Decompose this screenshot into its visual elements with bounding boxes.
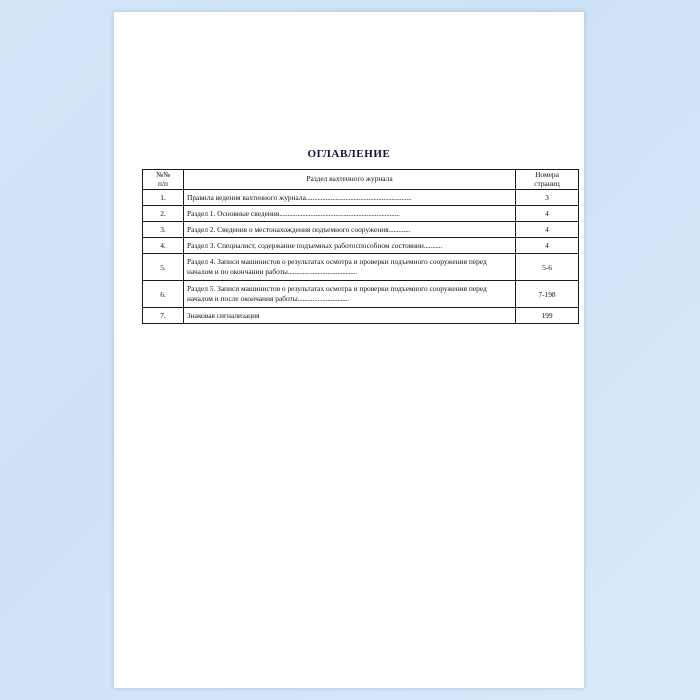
toc-table-header bbox=[143, 170, 579, 190]
table-row bbox=[143, 308, 579, 324]
row-section bbox=[184, 254, 516, 281]
page-title: ОГЛАВЛЕНИЕ bbox=[307, 148, 391, 160]
header-number-line2: п/п bbox=[158, 178, 168, 188]
row-number: 5. bbox=[143, 254, 184, 281]
header-pages-line2: страниц bbox=[534, 178, 560, 188]
header-pages-line1: Номера bbox=[535, 170, 559, 179]
row-number: 6. bbox=[143, 281, 184, 308]
row-number: 2. bbox=[143, 206, 184, 222]
header-cell-number bbox=[143, 170, 184, 190]
table-row bbox=[143, 254, 579, 281]
table-row bbox=[143, 281, 579, 308]
table-row bbox=[143, 222, 579, 238]
row-page: 4 bbox=[516, 206, 579, 222]
row-number: 1. bbox=[143, 190, 184, 206]
row-page: 3 bbox=[516, 190, 579, 206]
table-row bbox=[143, 190, 579, 206]
toc-table-body bbox=[143, 190, 579, 324]
row-section-label: Раздел 2. Сведения о местонахождения подъемного сооружения bbox=[187, 224, 389, 234]
row-section bbox=[184, 281, 516, 308]
row-dots: ......................................................................... bbox=[279, 208, 400, 218]
row-section-text bbox=[187, 225, 512, 235]
row-page: 5-6 bbox=[516, 254, 579, 281]
row-number: 4. bbox=[143, 238, 184, 254]
row-page: 4 bbox=[516, 238, 579, 254]
row-section-label: Раздел 3. Специалист, содержание подъемных работоспособном состоянии bbox=[187, 240, 424, 250]
row-dots: ............................... bbox=[297, 294, 349, 304]
row-dots: ................................................................ bbox=[305, 192, 412, 202]
row-section bbox=[184, 190, 516, 206]
row-section-label: Раздел 1. Основные сведения bbox=[187, 208, 280, 218]
toc-table bbox=[142, 169, 579, 324]
row-dots: ............. bbox=[388, 224, 411, 234]
table-row bbox=[143, 238, 579, 254]
row-number: 3. bbox=[143, 222, 184, 238]
row-section-label: Знаковая сигнализация bbox=[187, 310, 260, 320]
row-section bbox=[184, 206, 516, 222]
row-section-text bbox=[187, 311, 512, 321]
row-page: 199 bbox=[516, 308, 579, 324]
row-dots: .......................................... bbox=[287, 267, 358, 277]
row-page: 7-198 bbox=[516, 281, 579, 308]
row-section-label: Правила ведения вахтенного журнала bbox=[187, 192, 306, 202]
row-dots: ........... bbox=[423, 240, 442, 250]
row-section-text bbox=[187, 257, 512, 277]
row-number: 7. bbox=[143, 308, 184, 324]
row-page: 4 bbox=[516, 222, 579, 238]
row-section-text bbox=[187, 241, 512, 251]
table-row bbox=[143, 206, 579, 222]
row-section-text bbox=[187, 209, 512, 219]
row-section-text bbox=[187, 284, 512, 304]
row-section-label: Раздел 4. Записи машинистов о результатах осмотра и проверки подъемного сооружения перед началом и по окончании работы bbox=[187, 257, 487, 277]
header-cell-section: Раздел вахтенного журнала bbox=[184, 170, 516, 190]
header-cell-pages bbox=[516, 170, 579, 190]
table-of-contents bbox=[142, 169, 560, 324]
row-section-label: Раздел 5. Записи машинистов о результатах осмотра и проверки подъемного сооружения перед началом и после окончания работы bbox=[187, 284, 487, 304]
row-section bbox=[184, 222, 516, 238]
row-section bbox=[184, 238, 516, 254]
row-section-text bbox=[187, 193, 512, 203]
header-number-line1: №№ bbox=[155, 170, 171, 179]
table-header-row bbox=[143, 170, 579, 190]
document-page bbox=[114, 12, 584, 688]
row-section bbox=[184, 308, 516, 324]
